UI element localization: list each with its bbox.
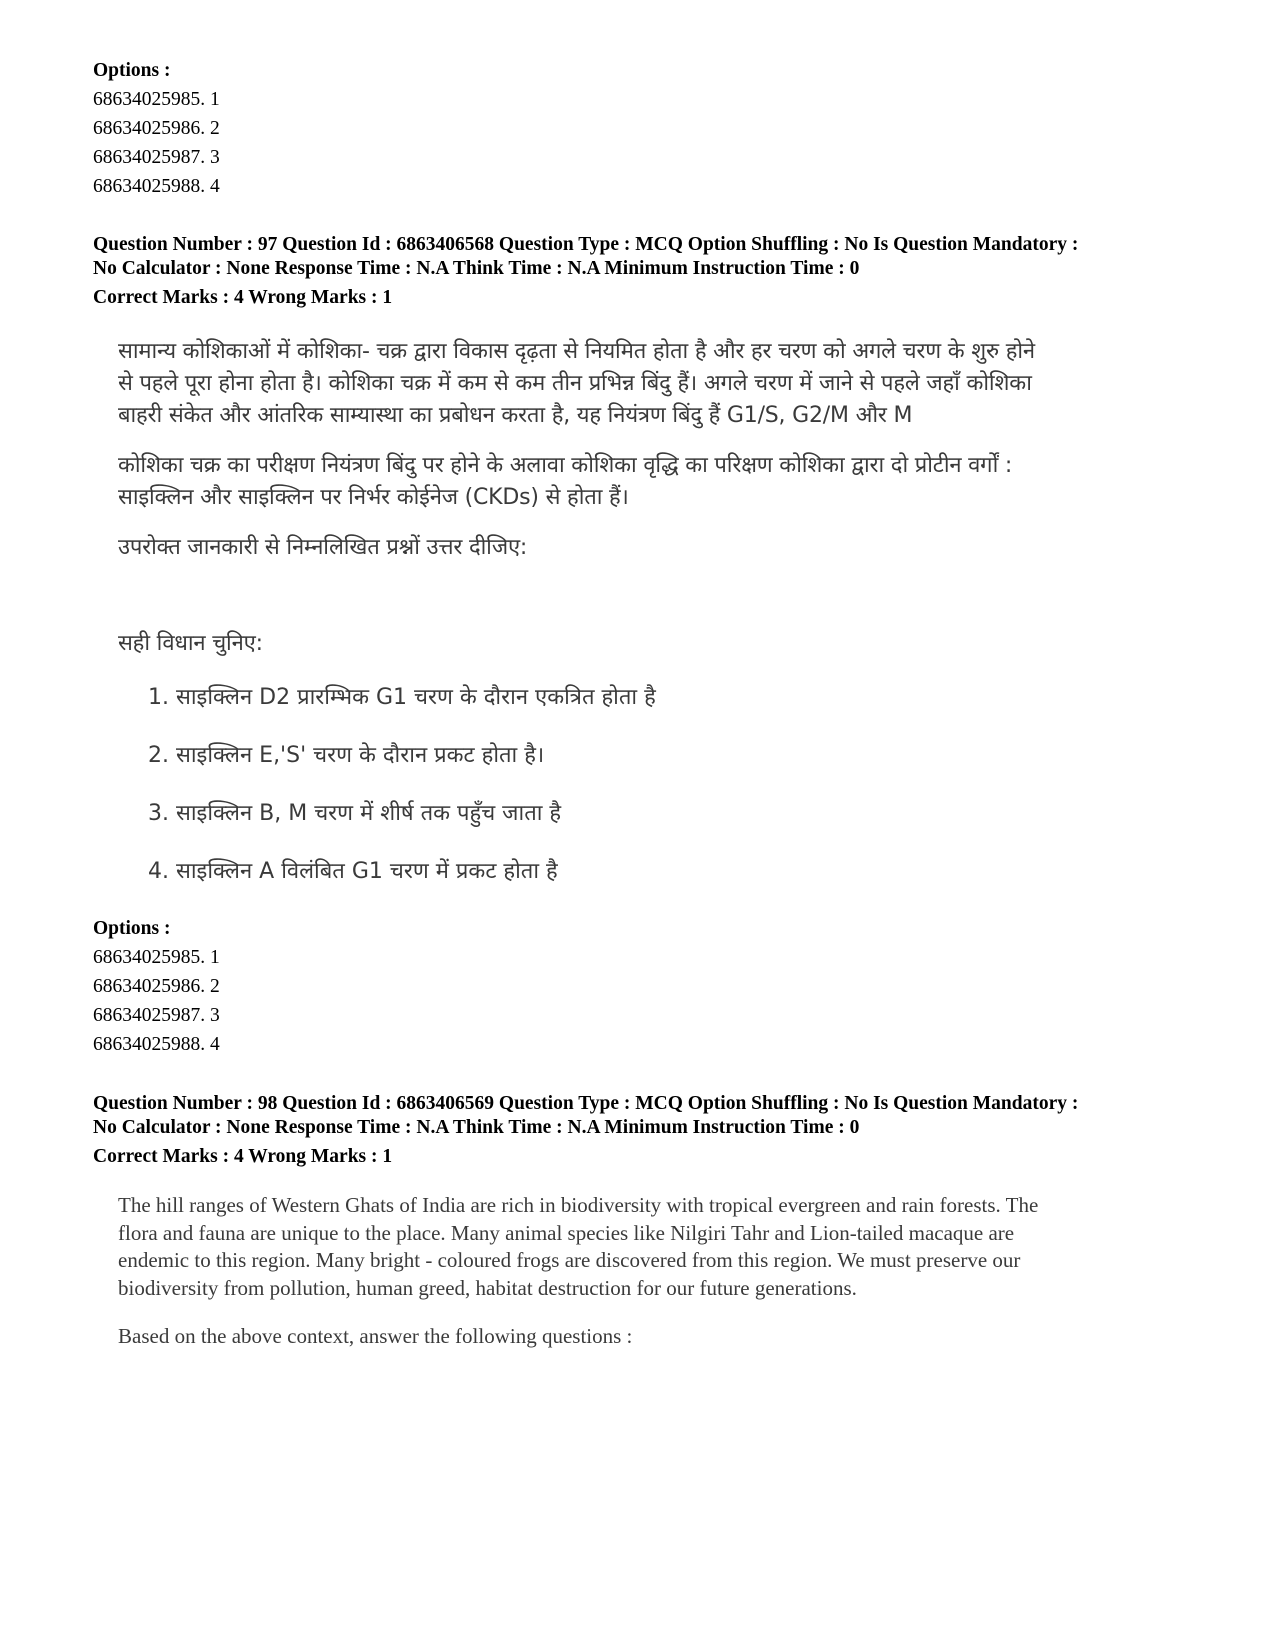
option-item: 68634025986. 2 [93,976,220,997]
hindi-paragraph-1 [118,336,1198,432]
options-label: Options : [93,60,171,81]
paragraph-line: साइक्लिन और साइक्लिन पर निर्भर कोईनेज (CKDs) से होता हैं। [118,485,629,510]
question-97-header [93,233,1203,310]
passage-line: flora and fauna are unique to the place. Many animal species like Nilgiri Tahr and Lion-tailed macaque are [118,1220,1015,1245]
paragraph-line: सामान्य कोशिकाओं में कोशिका- चक्र द्वारा विकास दृढ़ता से नियमित होता है और हर चरण को अगले चरण के शुरु होने [118,339,1035,364]
statement-item: 2. साइक्लिन E,'S' चरण के दौरान प्रकट होता है। [148,743,545,768]
statement-list [118,682,1198,888]
option-item: 68634025988. 4 [93,1034,220,1055]
passage-paragraph [118,1192,1198,1302]
option-item: 68634025988. 4 [93,176,220,197]
options-label: Options : [93,918,171,939]
statement-item: 1. साइक्लिन D2 प्रारम्भिक G1 चरण के दौरान एकत्रित होता है [148,685,656,710]
option-item: 68634025986. 2 [93,118,220,139]
passage-line: The hill ranges of Western Ghats of India are rich in biodiversity with tropical evergreen and rain forests. The [118,1193,1039,1217]
option-item: 68634025987. 3 [93,147,220,168]
passage-instruction: Based on the above context, answer the following questions : [118,1324,633,1348]
question-98-header [93,1092,1203,1169]
question-meta-line: No Calculator : None Response Time : N.A Think Time : N.A Minimum Instruction Time : 0 [93,1116,860,1138]
question-97-options [93,914,1203,1059]
option-item: 68634025987. 3 [93,1005,220,1026]
question-98-body [118,1192,1198,1351]
hindi-instruction: उपरोक्त जानकारी से निम्नलिखित प्रश्नों उत्तर दीजिए: [118,535,528,560]
passage-line: endemic to this region. Many bright - coloured frogs are discovered from this region. We must preserve our [118,1248,1021,1272]
statement-item: 4. साइक्लिन A विलंबित G1 चरण में प्रकट होता है [148,859,558,884]
option-item: 68634025985. 1 [93,89,220,110]
question-meta-line: No Calculator : None Response Time : N.A Think Time : N.A Minimum Instruction Time : 0 [93,257,860,279]
previous-question-options [93,56,1203,201]
statement-item: 3. साइक्लिन B, M चरण में शीर्ष तक पहुँच जाता है [148,801,562,826]
question-97-body [118,336,1198,914]
paragraph-line: से पहले पूरा होना होता है। कोशिका चक्र में कम से कम तीन प्रभिन्न बिंदु हैं। अगले चरण में जाने से पहले जहाँ कोशिका [118,371,1032,396]
paragraph-line: बाहरी संकेत और आंतरिक साम्यास्था का प्रबोधन करता है, यह नियंत्रण बिंदु हैं G1/S, G2/M और M [118,403,913,428]
question-meta-line: Question Number : 98 Question Id : 6863406569 Question Type : MCQ Option Shuffling : No Is Question Mandatory : [93,1093,1079,1114]
passage-line: biodiversity from pollution, human greed, habitat destruction for our future generations. [118,1275,857,1300]
question-marks: Correct Marks : 4 Wrong Marks : 1 [93,287,393,308]
paragraph-line: कोशिका चक्र का परीक्षण नियंत्रण बिंदु पर होने के अलावा कोशिका वृद्धि का परिक्षण कोशिका द्वारा दो प्रोटीन वर्गों : [118,453,1013,478]
option-item: 68634025985. 1 [93,947,220,968]
hindi-paragraph-2 [118,450,1198,514]
question-meta-line: Question Number : 97 Question Id : 6863406568 Question Type : MCQ Option Shuffling : No Is Question Mandatory : [93,234,1079,255]
question-marks: Correct Marks : 4 Wrong Marks : 1 [93,1146,393,1167]
question-prompt: सही विधान चुनिए: [118,631,263,656]
